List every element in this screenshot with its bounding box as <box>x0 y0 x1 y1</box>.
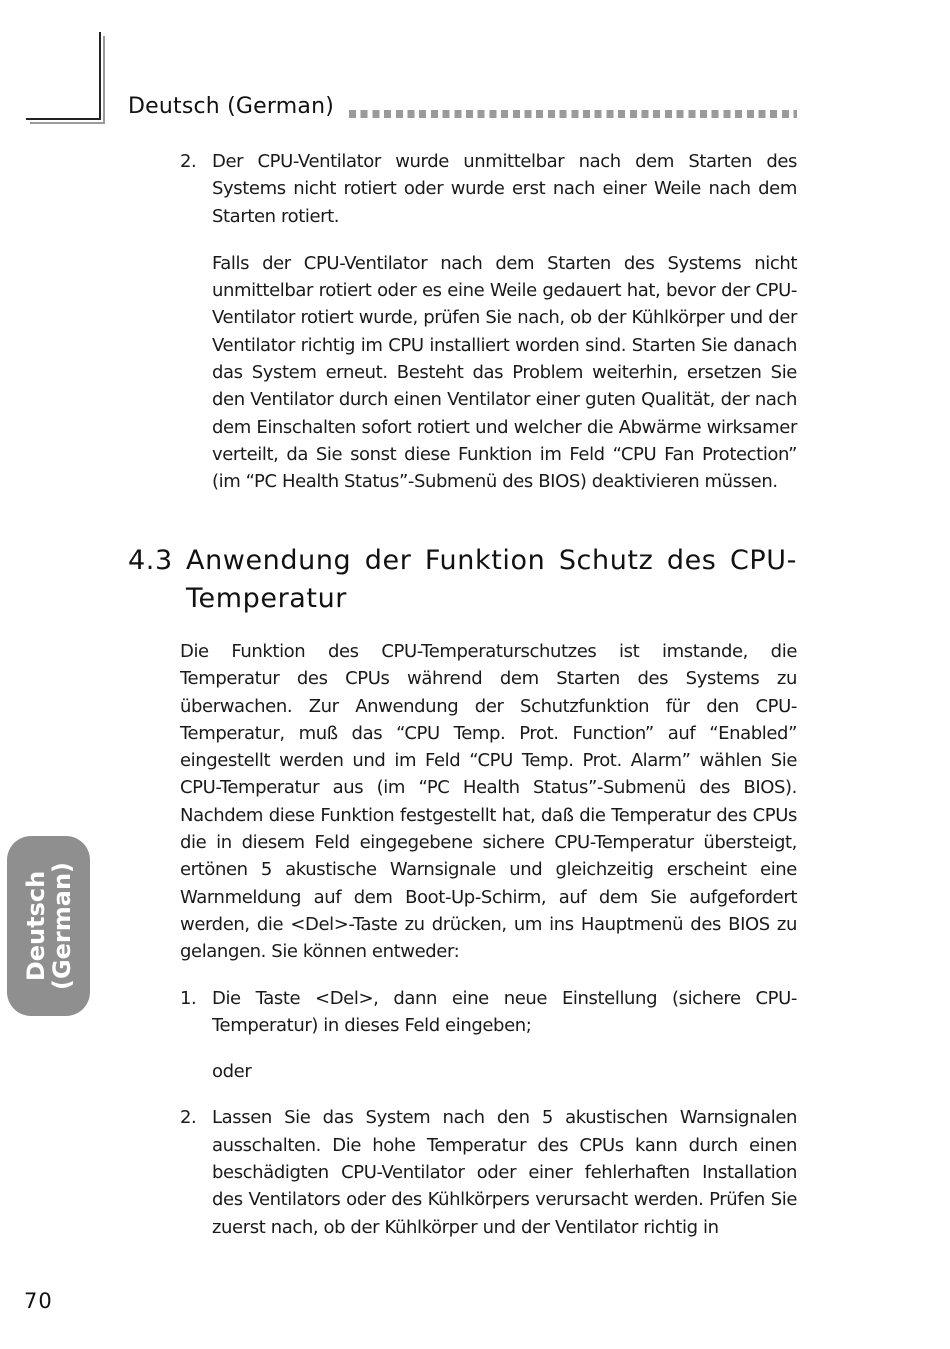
header-dotted-rule <box>349 110 797 118</box>
list-item-number: 2. <box>180 1107 197 1129</box>
list-item-number: 1. <box>180 987 197 1009</box>
section-body <box>180 638 797 1241</box>
corner-mark-vertical <box>99 32 101 120</box>
list-item-text: Der CPU-Ventilator wurde unmittelbar nach dem Starten des Systems nicht rotiert oder wurde erst nach einer Weile nach dem Starten rotiert. <box>212 151 797 227</box>
list-item <box>180 148 797 230</box>
section-title: Anwendung der Funktion Schutz des CPU-Temperatur <box>186 545 797 614</box>
corner-mark-horizontal <box>26 118 101 120</box>
language-side-tab <box>7 836 90 1016</box>
list-item-followup-paragraph: Falls der CPU-Ventilator nach dem Starten des Systems nicht unmittelbar rotiert oder es eine Weile gedauert hat, bevor der CPU-Ventilator rotiert wurde, prüfen Sie nach, ob der Kühlkörper und der Ventilator richtig im CPU installiert worden sind. Starten Sie danach das System erneut. Besteht das Problem weiterhin, ersetzen Sie den Ventilator durch einen Ventilator einer guten Qualität, der nach dem Einschalten sofort rotiert und welcher die Abwärme wirksamer verteilt, da Sie sonst diese Funktion im Feld “CPU Fan Protection” (im “PC Health Status”-Submenü des BIOS) deaktivieren müssen. <box>212 252 797 493</box>
list-item-number: 2. <box>180 151 197 172</box>
continued-list-block <box>180 148 797 496</box>
oder-text: oder <box>212 1061 252 1083</box>
section-number: 4.3 <box>128 545 173 576</box>
corner-mark-shadow-horizontal <box>30 122 105 124</box>
side-tab-label <box>23 862 75 990</box>
side-tab-label-line1: Deutsch <box>21 870 50 982</box>
section-intro-paragraph: Die Funktion des CPU-Temperaturschutzes ist imstande, die Temperatur des CPUs während dem Starten des Systems zu überwachen. Zur Anwendung der Schutzfunktion für den CPU-Temperatur, muß das “CPU Temp. Prot. Function” auf “Enabled” eingestellt werden und im Feld “CPU Temp. Prot. Alarm” wählen Sie CPU-Temperatur aus (im “PC Health Status”-Submenü des BIOS). Nachdem diese Funktion festgestellt hat, daß die Temperatur des CPUs die in diesem Feld eingegebene sichere CPU-Temperatur übersteigt, ertönen 5 akustische Warnsignale und gleichzeitig erscheint eine Warnmeldung auf dem Boot-Up-Schirm, auf dem Sie aufgefordert werden, die <Del>-Taste zu drücken, um ins Hauptmenü des BIOS zu gelangen. Sie können entweder: <box>180 641 797 963</box>
page-number: 70 <box>24 1289 53 1313</box>
page-header-title: Deutsch (German) <box>128 94 335 119</box>
list-item-text: Die Taste <Del>, dann eine neue Einstellung (sichere CPU-Temperatur) in dieses Feld eingeben; <box>212 987 797 1036</box>
section-heading <box>128 542 797 618</box>
list-item-text: Lassen Sie das System nach den 5 akustischen Warnsignalen ausschalten. Die hohe Temperatur des CPUs kann durch einen beschädigten CPU-Ventilator oder einer fehlerhaften Installation des Ventilators oder des Kühlkörpers verursacht werden. Prüfen Sie zuerst nach, ob der Kühlkörper und der Ventilator richtig in <box>212 1107 797 1238</box>
list-item <box>180 1104 797 1240</box>
side-tab-label-line2: (German) <box>47 861 76 991</box>
corner-mark-shadow-vertical <box>103 36 105 124</box>
list-item <box>180 985 797 1040</box>
